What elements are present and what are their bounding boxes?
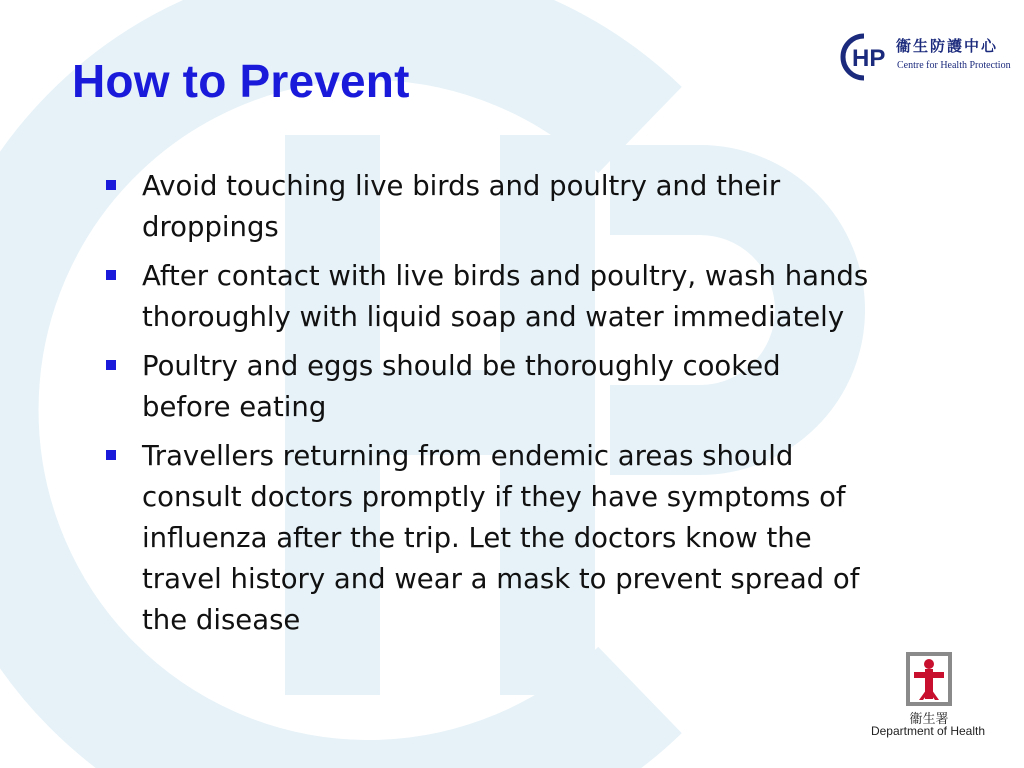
bullet-list [100, 166, 870, 649]
svg-text:HP: HP [852, 45, 886, 72]
square-bullet-icon [106, 180, 116, 190]
doh-name-en: Department of Health [870, 724, 986, 738]
list-item [100, 346, 870, 428]
chp-logo-icon [838, 30, 898, 84]
square-bullet-icon [106, 450, 116, 460]
doh-logo-icon [906, 652, 952, 706]
bullet-text: After contact with live birds and poultry, wash hands thoroughly with liquid soap and water immediately [142, 260, 869, 333]
square-bullet-icon [106, 270, 116, 280]
list-item [100, 436, 870, 641]
bullet-text: Avoid touching live birds and poultry and their droppings [142, 170, 781, 243]
bullet-text: Poultry and eggs should be thoroughly cooked before eating [142, 350, 781, 423]
chp-name-en: Centre for Health Protection [897, 60, 1011, 71]
bullet-text: Travellers returning from endemic areas should consult doctors promptly if they have symptoms of influenza after the trip. Let the doctors know the travel history and wear a mask to prevent spread of the disease [142, 440, 860, 636]
list-item [100, 256, 870, 338]
list-item [100, 166, 870, 248]
slide-title: How to Prevent [72, 55, 410, 107]
square-bullet-icon [106, 360, 116, 370]
chp-name-cn: 衞生防護中心 [896, 37, 999, 55]
doh-name-cn: 衞生署 [909, 712, 949, 727]
